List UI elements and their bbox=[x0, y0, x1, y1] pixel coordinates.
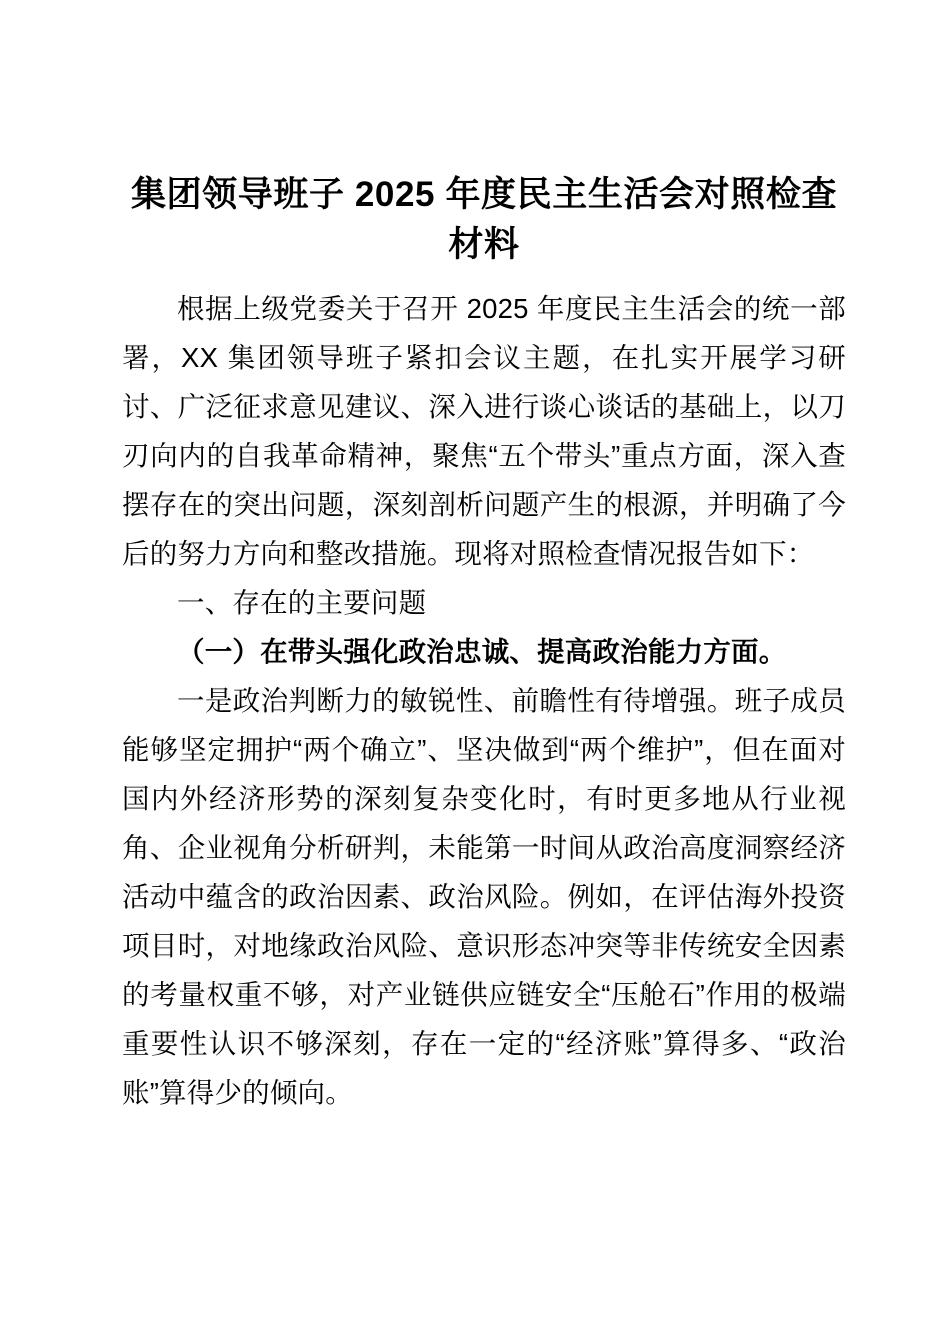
page-title: 集团领导班子 2025 年度民主生活会对照检查材料 bbox=[130, 175, 838, 264]
subsection-heading-political-loyalty: （一）在带头强化政治忠诚、提高政治能力方面。 bbox=[177, 636, 787, 667]
document-body bbox=[122, 170, 846, 1117]
subsection-body-paragraph: 一是政治判断力的敏锐性、前瞻性有待增强。班子成员能够坚定拥护“两个确立”、坚决做到“两个维护”，但在面对国内外经济形势的深刻复杂变化时，有时更多地从行业视角、企业视角分析研判，未能第一时间从政治高度洞察经济活动中蕴含的政治因素、政治风险。例如，在评估海外投资项目时，对地缘政治风险、意识形态冲突等非传统安全因素的考量权重不够，对产业链供应链安全“压舱石”作用的极端重要性认识不够深刻，存在一定的“经济账”算得多、“政治账”算得少的倾向。 bbox=[122, 685, 846, 1108]
section-heading-existing-problems: 一、存在的主要问题 bbox=[177, 587, 427, 618]
intro-paragraph: 根据上级党委关于召开 2025 年度民主生活会的统一部署，XX 集团领导班子紧扣会议主题，在扎实开展学习研讨、广泛征求意见建议、深入进行谈心谈话的基础上，以刀刃向内的自我革命精神，聚焦“五个带头”重点方面，深入查摆存在的突出问题，深刻剖析问题产生的根源，并明确了今后的努力方向和整改措施。现将对照检查情况报告如下： bbox=[122, 293, 846, 569]
